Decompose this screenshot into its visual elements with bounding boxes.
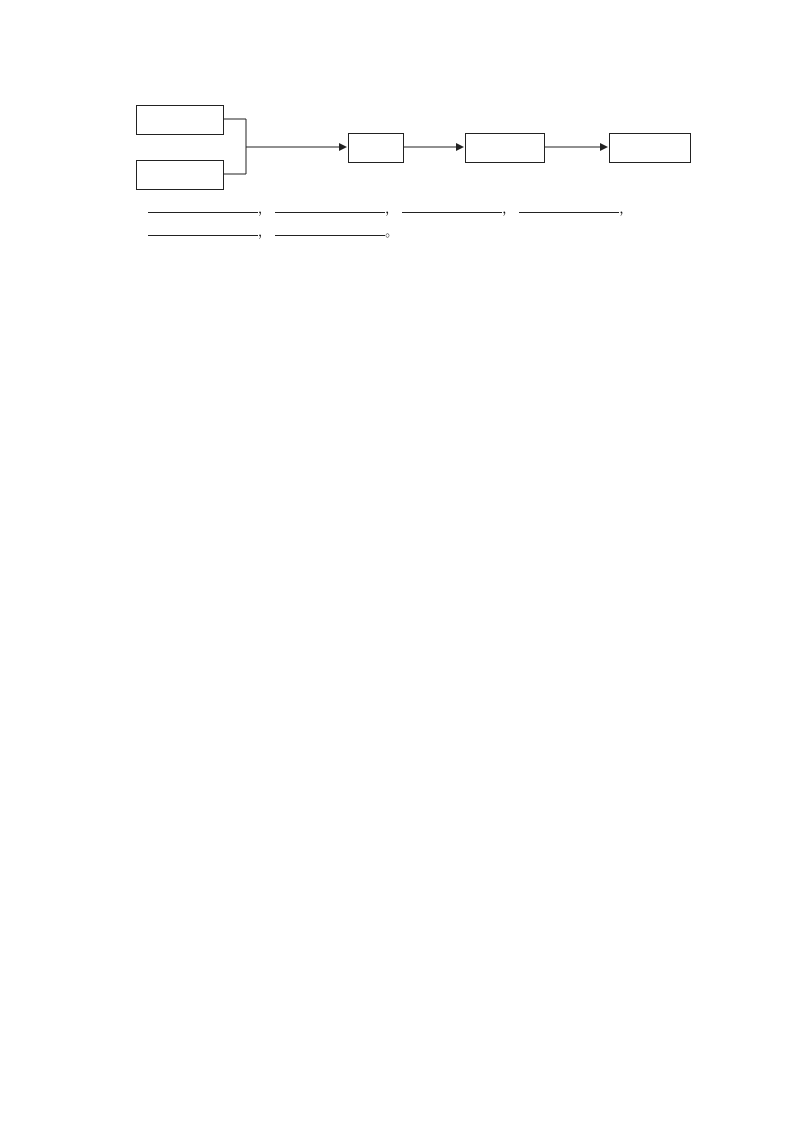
example-3 (120, 104, 680, 243)
answer-blank-f[interactable] (275, 221, 385, 236)
box-anhydrous-salt-c (609, 133, 691, 163)
answer-blank-a[interactable] (148, 198, 258, 213)
box-filtrate (348, 133, 404, 163)
answer-row: ， ， ， ， (120, 198, 680, 221)
answer-blank-c[interactable] (402, 198, 502, 213)
box-metal-scrap-a (136, 160, 224, 190)
preparation-flow-diagram (120, 104, 680, 194)
answer-blank-b[interactable] (275, 198, 385, 213)
document-page (120, 96, 680, 243)
answer-row: ， 。 (120, 221, 680, 244)
box-dilute-sulfuric-acid (136, 105, 224, 135)
answer-blank-d[interactable] (519, 198, 619, 213)
answer-blank-e[interactable] (148, 221, 258, 236)
box-hydrated-salt-b (465, 133, 545, 163)
